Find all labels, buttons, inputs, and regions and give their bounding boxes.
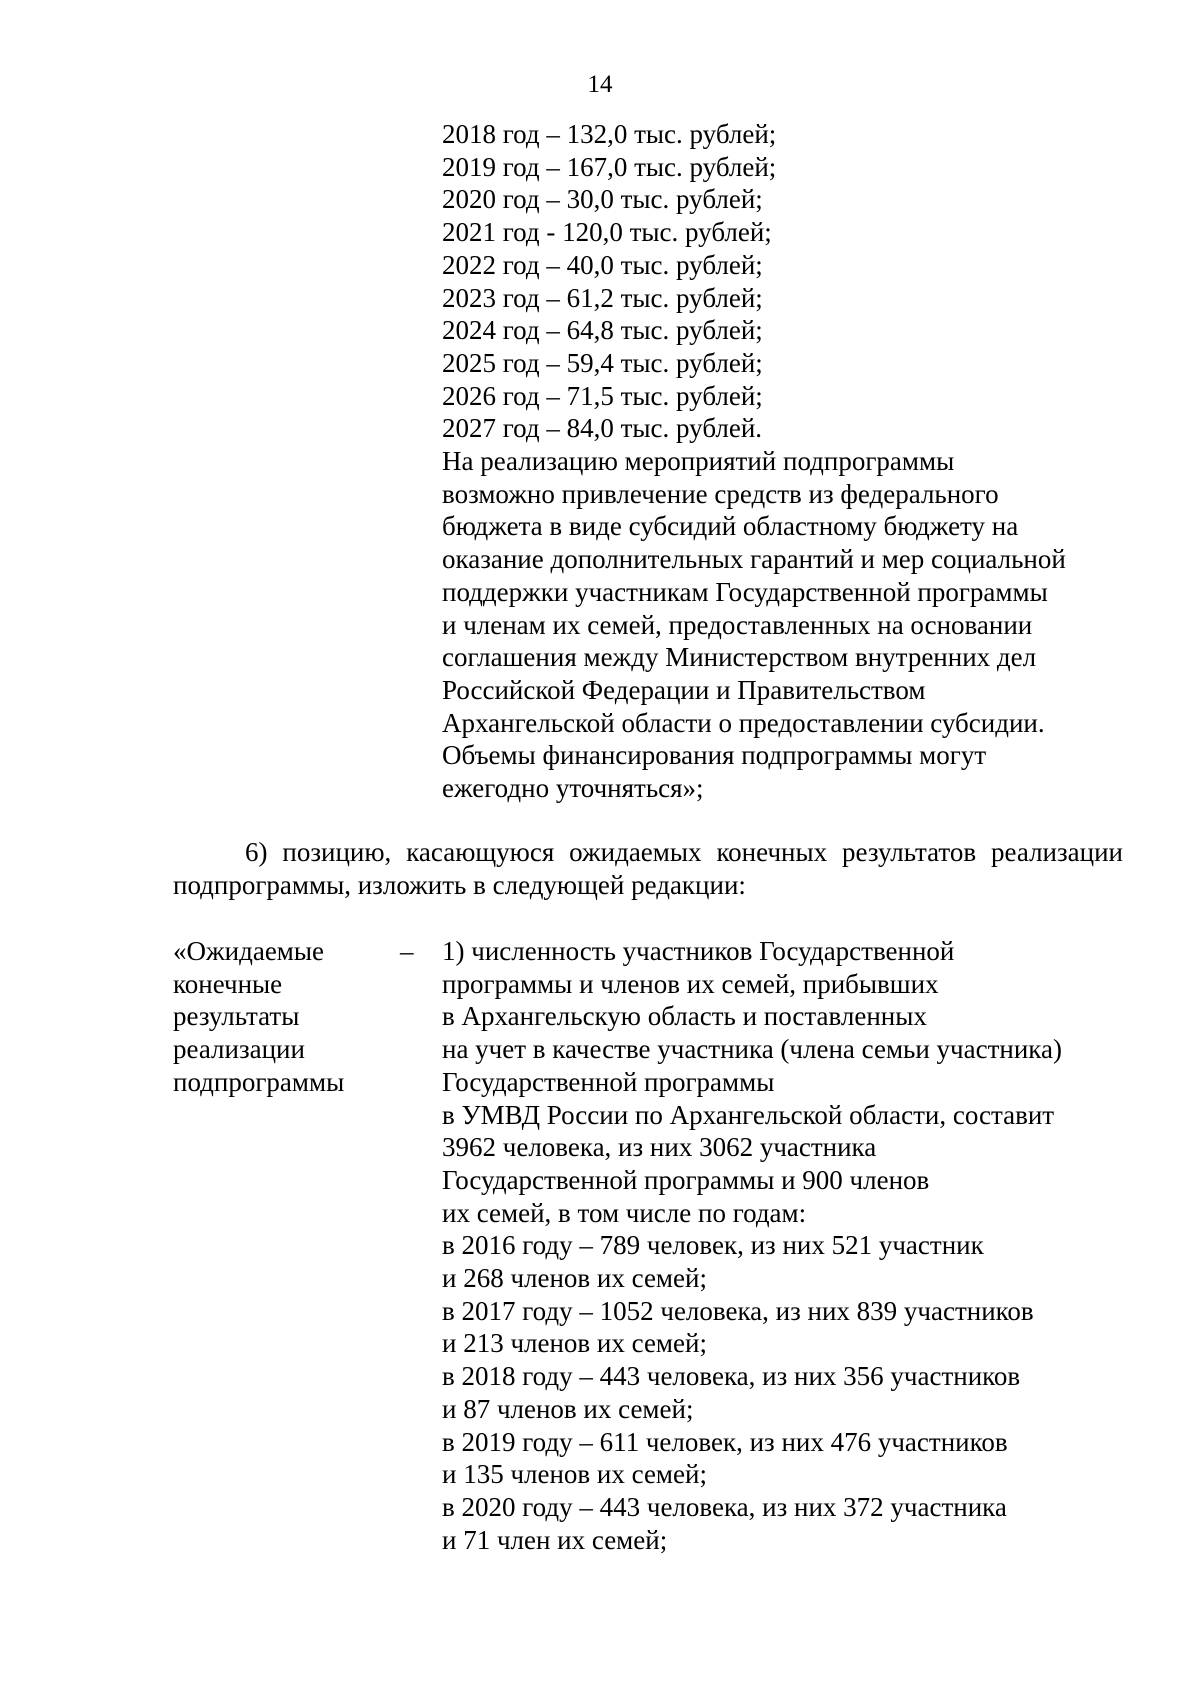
funding-note-line: Объемы финансирования подпрограммы могут xyxy=(442,740,987,771)
instruction-line: подпрограммы, изложить в следующей редакции: xyxy=(173,870,746,900)
results-text-line: 3962 человека, из них 3062 участника xyxy=(442,1132,877,1163)
results-text-line: и 87 членов их семей; xyxy=(442,1393,694,1424)
funding-line: 2021 год - 120,0 тыс. рублей; xyxy=(442,217,772,248)
results-text-line: в 2019 году – 611 человек, из них 476 участников xyxy=(442,1426,1008,1457)
results-text-line: в 2017 году – 1052 человека, из них 839 участников xyxy=(442,1295,1034,1326)
results-text-line: в УМВД России по Архангельской области, составит xyxy=(442,1099,1055,1130)
results-label-line: результаты xyxy=(173,1001,300,1032)
results-text-line: их семей, в том числе по годам: xyxy=(442,1197,807,1228)
funding-note-line: ежегодно уточняться»; xyxy=(442,773,704,804)
funding-note-line: поддержки участникам Государственной программы xyxy=(442,576,1048,607)
funding-note-line: Российской Федерации и Правительством xyxy=(442,674,926,705)
funding-line: 2026 год – 71,5 тыс. рублей; xyxy=(442,380,763,411)
funding-note-line: оказание дополнительных гарантий и мер социальной xyxy=(442,544,1066,575)
results-label-line: конечные xyxy=(173,968,283,999)
results-dash: – xyxy=(400,936,414,966)
funding-note-line: Архангельской области о предоставлении субсидии. xyxy=(442,707,1045,738)
results-label-line: подпрограммы xyxy=(173,1066,345,1097)
instruction-line: 6) позицию, касающуюся ожидаемых конечных результатов реализации xyxy=(245,837,1123,867)
results-text-line: и 268 членов их семей; xyxy=(442,1263,707,1294)
results-text-line: и 71 член их семей; xyxy=(442,1524,668,1555)
funding-line: 2022 год – 40,0 тыс. рублей; xyxy=(442,249,763,280)
funding-line: 2027 год – 84,0 тыс. рублей. xyxy=(442,413,763,444)
funding-line: 2018 год – 132,0 тыс. рублей; xyxy=(442,119,777,149)
results-text-line: в 2020 году – 443 человека, из них 372 участника xyxy=(442,1491,1007,1522)
funding-by-year-block xyxy=(442,118,1142,805)
results-text-line: программы и членов их семей, прибывших xyxy=(442,968,939,999)
funding-note-line: соглашения между Министерством внутренних дел xyxy=(442,642,1037,673)
results-text-line: 1) численность участников Государственной xyxy=(442,936,955,966)
page-number: 14 xyxy=(587,71,613,98)
funding-note-line: возможно привлечение средств из федерального xyxy=(442,478,999,509)
results-label-line: «Ожидаемые xyxy=(173,936,325,966)
results-text-line: в 2018 году – 443 человека, из них 356 участников xyxy=(442,1361,1021,1392)
results-text-line: Государственной программы и 900 членов xyxy=(442,1164,930,1195)
funding-line: 2024 год – 64,8 тыс. рублей; xyxy=(442,315,763,346)
results-text-line: на учет в качестве участника (члена семьи участника) xyxy=(442,1034,1062,1065)
funding-note-line: На реализацию мероприятий подпрограммы xyxy=(442,446,955,477)
results-text-line: в Архангельскую область и поставленных xyxy=(442,1001,927,1032)
funding-line: 2025 год – 59,4 тыс. рублей; xyxy=(442,347,763,378)
results-text-line: в 2016 году – 789 человек, из них 521 участник xyxy=(442,1230,984,1261)
funding-note-line: и членам их семей, предоставленных на основании xyxy=(442,609,1033,640)
funding-line: 2023 год – 61,2 тыс. рублей; xyxy=(442,282,763,313)
results-text xyxy=(442,935,1142,1556)
results-text-line: и 135 членов их семей; xyxy=(442,1459,707,1490)
results-label xyxy=(173,935,393,1099)
results-label-line: реализации xyxy=(173,1034,305,1065)
funding-line: 2020 год – 30,0 тыс. рублей; xyxy=(442,184,763,215)
funding-note-line: бюджета в виде субсидий областному бюджету на xyxy=(442,511,1019,542)
amendment-instruction xyxy=(173,836,1123,902)
results-text-line: Государственной программы xyxy=(442,1066,775,1097)
funding-line: 2019 год – 167,0 тыс. рублей; xyxy=(442,151,777,182)
results-text-line: и 213 членов их семей; xyxy=(442,1328,707,1359)
